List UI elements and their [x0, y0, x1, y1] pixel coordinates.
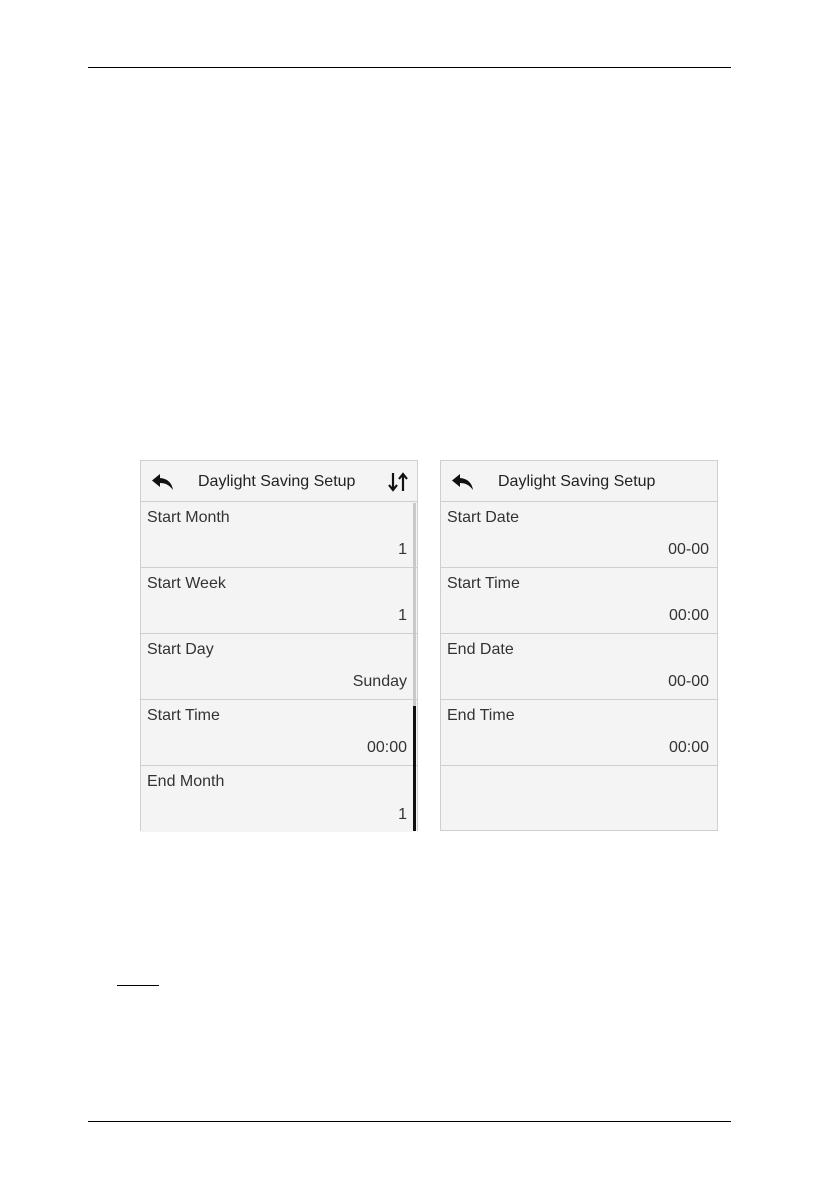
back-arrow-icon[interactable] [151, 472, 175, 492]
setting-value: 00:00 [366, 739, 407, 756]
setting-value: 1 [398, 806, 407, 823]
setting-label: End Time [447, 707, 515, 724]
setting-label: Start Day [147, 641, 214, 658]
setting-label: End Month [147, 773, 225, 790]
setting-label: Start Time [447, 575, 520, 592]
setting-value: 00:00 [668, 607, 709, 624]
sort-arrows-icon[interactable] [387, 471, 409, 493]
setting-row-start-time[interactable] [141, 700, 417, 766]
header-rule [88, 67, 731, 68]
right-screen [440, 460, 718, 831]
setting-value: 1 [398, 607, 407, 624]
note-underline [117, 985, 159, 986]
setting-label: Start Week [147, 575, 226, 592]
setting-row-end-month[interactable] [141, 766, 417, 832]
setting-row-end-time[interactable] [441, 700, 717, 766]
setting-value: 1 [398, 541, 407, 558]
page-title: Daylight Saving Setup [498, 473, 656, 490]
setting-value: 00:00 [668, 739, 709, 756]
setting-label: Start Month [147, 509, 230, 526]
setting-value: 00-00 [668, 673, 709, 690]
setting-row-start-month[interactable] [141, 502, 417, 568]
setting-label: End Date [447, 641, 514, 658]
setting-label: Start Date [447, 509, 520, 526]
back-arrow-icon[interactable] [451, 472, 475, 492]
setting-row-start-day[interactable] [141, 634, 417, 700]
setting-row-start-time[interactable] [441, 568, 717, 634]
left-screen [140, 460, 418, 831]
scrollbar-thumb[interactable] [413, 706, 416, 831]
left-header [141, 461, 417, 502]
setting-label: Start Time [147, 707, 220, 724]
settings-list [141, 502, 417, 832]
setting-value: Sunday [352, 673, 407, 690]
page-title: Daylight Saving Setup [198, 473, 356, 490]
right-header [441, 461, 717, 502]
footer-rule [88, 1121, 731, 1122]
setting-value: 00-00 [668, 541, 709, 558]
scrollbar[interactable] [413, 503, 416, 831]
setting-row-start-week[interactable] [141, 568, 417, 634]
setting-row-end-date[interactable] [441, 634, 717, 700]
settings-list [441, 502, 717, 766]
setting-row-start-date[interactable] [441, 502, 717, 568]
